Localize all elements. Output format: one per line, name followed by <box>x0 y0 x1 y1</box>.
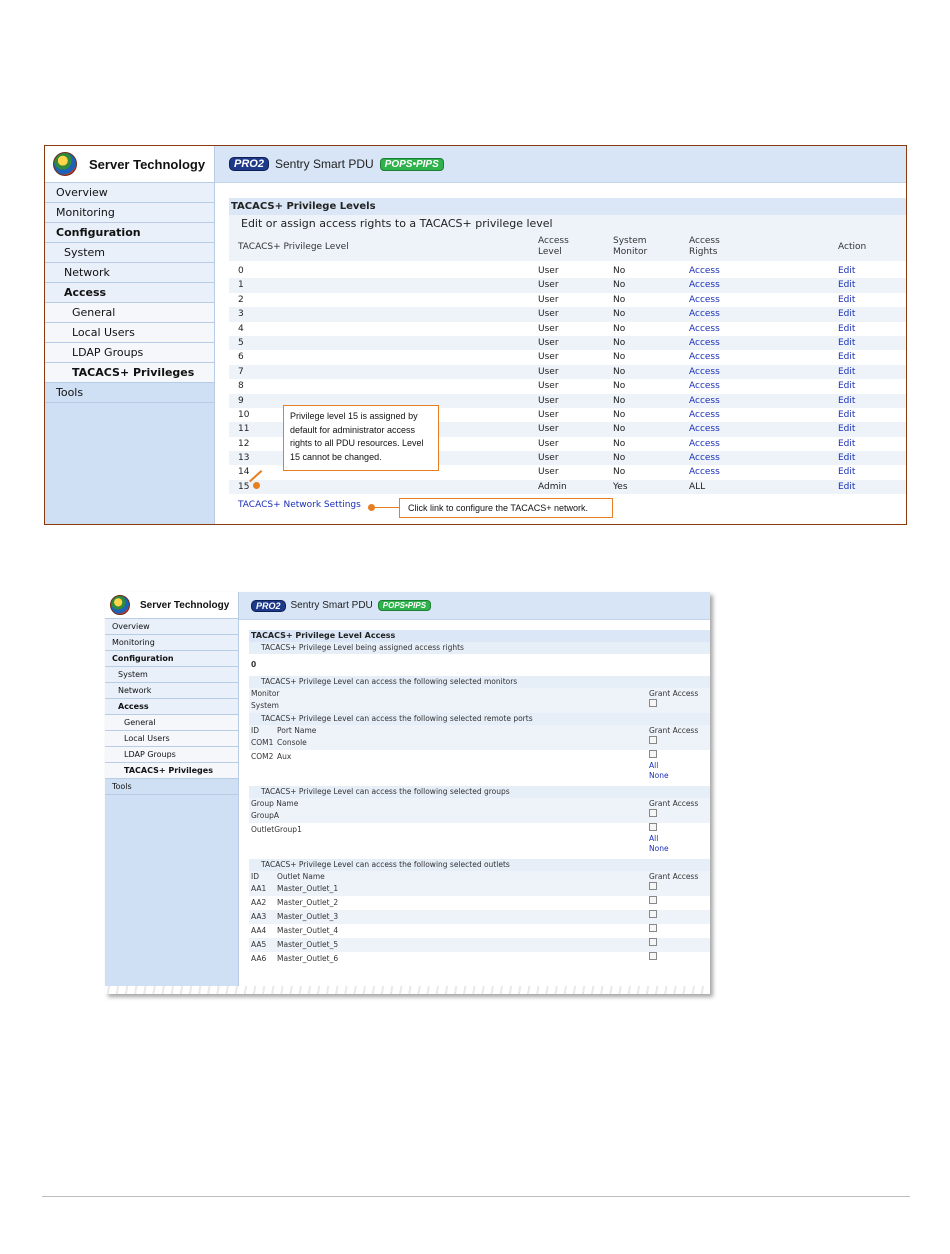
table-row <box>229 379 906 393</box>
cell-system-monitor: No <box>613 409 626 420</box>
col-system-monitor: System Monitor <box>613 236 648 257</box>
outlet-row <box>249 952 710 966</box>
monitors-title: TACACS+ Privilege Level can access the following selected monitors <box>249 676 710 688</box>
monitors-body <box>249 699 710 713</box>
cell-system-monitor: Yes <box>613 481 628 492</box>
cell-level: 0 <box>238 266 244 276</box>
groups-col-grant: Grant Access <box>649 799 699 808</box>
table-header <box>229 233 906 261</box>
col-access-rights: Access Rights <box>689 236 720 257</box>
section-title: TACACS+ Privilege Levels <box>229 198 906 215</box>
torn-edge <box>105 986 710 994</box>
ports-col-name: Port Name <box>277 726 317 735</box>
pro2-badge: PRO2 <box>251 600 286 612</box>
nav2-general[interactable]: General <box>105 715 238 731</box>
cell-system-monitor: No <box>613 352 626 363</box>
groups-body <box>249 809 710 837</box>
outlet-id: AA5 <box>251 940 267 949</box>
outlets-title: TACACS+ Privilege Level can access the following selected outlets <box>249 859 710 871</box>
nav-local-users[interactable]: Local Users <box>45 323 214 343</box>
monitors-header <box>249 688 710 699</box>
outlet-row <box>249 924 710 938</box>
groups-all-none <box>249 834 710 859</box>
groups-none-link[interactable]: None <box>649 844 669 853</box>
edit-link[interactable]: Edit <box>838 337 856 348</box>
outlet-id: AA3 <box>251 912 267 921</box>
cell-system-monitor: No <box>613 395 626 406</box>
monitor-grant-checkbox[interactable] <box>649 699 657 707</box>
cell-level: 8 <box>238 381 244 392</box>
nav-access[interactable]: Access <box>45 283 214 303</box>
cell-access-rights[interactable]: Access <box>689 424 720 435</box>
cell-access-level: User <box>538 438 559 449</box>
outlet-name: Master_Outlet_4 <box>277 926 339 935</box>
nav2-configuration[interactable]: Configuration <box>105 651 238 667</box>
cell-level: 9 <box>238 395 244 406</box>
main-content-2 <box>239 592 710 994</box>
outlet-grant-checkbox[interactable] <box>649 910 657 918</box>
header-bar <box>215 146 906 183</box>
cell-access-rights: ALL <box>689 481 706 492</box>
outlets-col-name: Outlet Name <box>277 872 325 881</box>
cell-access-level: User <box>538 453 559 464</box>
outlet-row <box>249 938 710 952</box>
cell-level: 12 <box>238 438 250 449</box>
port-name: Aux <box>277 752 292 761</box>
logo <box>45 146 214 183</box>
logo-2 <box>105 592 238 619</box>
nav2-system[interactable]: System <box>105 667 238 683</box>
nav-ldap-groups[interactable]: LDAP Groups <box>45 343 214 363</box>
groups-title: TACACS+ Privilege Level can access the following selected groups <box>249 786 710 798</box>
nav2-access[interactable]: Access <box>105 699 238 715</box>
cell-access-rights[interactable]: Access <box>689 467 720 478</box>
nav-overview[interactable]: Overview <box>45 183 214 203</box>
col-access-level: Access Level <box>538 236 569 257</box>
table-row <box>229 264 906 278</box>
access-section-title: TACACS+ Privilege Level Access <box>249 630 710 642</box>
nav2-local-users[interactable]: Local Users <box>105 731 238 747</box>
nav2-tacacs-privileges[interactable]: TACACS+ Privileges <box>105 763 238 779</box>
port-row <box>249 750 710 764</box>
edit-link[interactable]: Edit <box>838 366 856 377</box>
cell-system-monitor: No <box>613 438 626 449</box>
port-id: COM2 <box>251 752 274 761</box>
ports-header <box>249 725 710 736</box>
ports-all-link[interactable]: All <box>649 761 659 770</box>
cell-level: 15 <box>238 481 250 492</box>
edit-link[interactable]: Edit <box>838 453 856 464</box>
cell-system-monitor: No <box>613 381 626 392</box>
table-row <box>229 293 906 307</box>
edit-link[interactable]: Edit <box>838 481 856 492</box>
cell-access-rights[interactable]: Access <box>689 409 720 420</box>
group-grant-checkbox[interactable] <box>649 809 657 817</box>
product-name: Sentry Smart PDU <box>290 600 373 611</box>
ports-none-link[interactable]: None <box>649 771 669 780</box>
nav2-network[interactable]: Network <box>105 683 238 699</box>
cell-access-rights[interactable]: Access <box>689 381 720 392</box>
nav-tools[interactable]: Tools <box>45 383 214 403</box>
logo-text-2: Server Technology <box>140 599 230 611</box>
cell-level: 5 <box>238 337 244 348</box>
cell-level: 1 <box>238 280 244 291</box>
privilege-levels-screenshot <box>44 145 907 525</box>
privilege-access-screenshot <box>105 592 710 994</box>
port-name: Console <box>277 738 307 747</box>
cell-access-level: Admin <box>538 481 567 492</box>
header-bar-2 <box>239 592 710 620</box>
col-level: TACACS+ Privilege Level <box>238 242 349 252</box>
outlet-id: AA4 <box>251 926 267 935</box>
callout-marker-dot <box>253 482 260 489</box>
edit-link[interactable]: Edit <box>838 381 856 392</box>
globe-logo-icon <box>110 595 130 615</box>
cell-access-rights[interactable]: Access <box>689 438 720 449</box>
cell-system-monitor: No <box>613 366 626 377</box>
outlet-row <box>249 882 710 896</box>
cell-access-level: User <box>538 337 559 348</box>
sidebar-2 <box>105 592 239 994</box>
groups-col-name: Group Name <box>251 799 299 808</box>
outlet-name: Master_Outlet_2 <box>277 898 339 907</box>
outlet-name: Master_Outlet_3 <box>277 912 339 921</box>
ports-title: TACACS+ Privilege Level can access the following selected remote ports <box>249 713 710 725</box>
nav-system[interactable]: System <box>45 243 214 263</box>
groups-all-link[interactable]: All <box>649 834 659 843</box>
group-row <box>249 823 710 837</box>
edit-link[interactable]: Edit <box>838 266 856 276</box>
cell-access-level: User <box>538 323 559 334</box>
edit-link[interactable]: Edit <box>838 352 856 363</box>
group-name: GroupA <box>251 811 279 820</box>
table-row <box>229 322 906 336</box>
nav-tacacs-privileges[interactable]: TACACS+ Privileges <box>45 363 214 383</box>
groups-header <box>249 798 710 809</box>
cell-access-level: User <box>538 366 559 377</box>
cell-system-monitor: No <box>613 266 626 276</box>
nav2-tools[interactable]: Tools <box>105 779 238 795</box>
edit-link[interactable]: Edit <box>838 280 856 291</box>
edit-link[interactable]: Edit <box>838 323 856 334</box>
table-row <box>229 365 906 379</box>
cell-access-level: User <box>538 266 559 276</box>
cell-system-monitor: No <box>613 453 626 464</box>
outlet-row <box>249 910 710 924</box>
cell-system-monitor: No <box>613 294 626 305</box>
pops-pips-badge: POPS•PIPS <box>380 158 444 171</box>
edit-link[interactable]: Edit <box>838 395 856 406</box>
edit-link[interactable]: Edit <box>838 409 856 420</box>
being-assigned-label: TACACS+ Privilege Level being assigned access rights <box>249 642 710 654</box>
cell-level: 14 <box>238 467 250 478</box>
link-marker-dot <box>368 504 375 511</box>
cell-level: 3 <box>238 309 244 320</box>
edit-link[interactable]: Edit <box>838 309 856 320</box>
cell-level: 10 <box>238 409 250 420</box>
ports-body <box>249 736 710 764</box>
cell-access-level: User <box>538 280 559 291</box>
table-row <box>229 350 906 364</box>
outlet-name: Master_Outlet_1 <box>277 884 339 893</box>
ports-col-id: ID <box>251 726 259 735</box>
edit-link[interactable]: Edit <box>838 424 856 435</box>
level-value-row <box>249 654 710 676</box>
cell-access-level: User <box>538 409 559 420</box>
nav-monitoring[interactable]: Monitoring <box>45 203 214 223</box>
outlet-id: AA6 <box>251 954 267 963</box>
cell-system-monitor: No <box>613 424 626 435</box>
ports-all-none <box>249 761 710 786</box>
privilege-15-callout: Privilege level 15 is assigned by default for administrator access rights to all PDU resources. Level 15 cannot be changed. <box>283 405 439 471</box>
outlet-name: Master_Outlet_6 <box>277 954 339 963</box>
cell-level: 2 <box>238 294 244 305</box>
cell-access-level: User <box>538 467 559 478</box>
section-subtitle: Edit or assign access rights to a TACACS+ privilege level <box>229 215 906 233</box>
level-value: 0 <box>251 660 257 669</box>
cell-access-rights[interactable]: Access <box>689 309 720 320</box>
outlet-grant-checkbox[interactable] <box>649 938 657 946</box>
port-grant-checkbox[interactable] <box>649 750 657 758</box>
cell-access-level: User <box>538 352 559 363</box>
cell-system-monitor: No <box>613 309 626 320</box>
cell-access-level: User <box>538 424 559 435</box>
table-row <box>229 336 906 350</box>
pops-pips-badge: POPS•PIPS <box>378 600 431 611</box>
table-row <box>229 480 906 494</box>
edit-link[interactable]: Edit <box>838 438 856 449</box>
outlet-name: Master_Outlet_5 <box>277 940 339 949</box>
cell-system-monitor: No <box>613 280 626 291</box>
cell-level: 4 <box>238 323 244 334</box>
edit-link[interactable]: Edit <box>838 467 856 478</box>
cell-access-level: User <box>538 294 559 305</box>
port-row <box>249 736 710 750</box>
cell-level: 11 <box>238 424 250 435</box>
group-name: OutletGroup1 <box>251 825 302 834</box>
cell-access-rights[interactable]: Access <box>689 352 720 363</box>
product-name: Sentry Smart PDU <box>274 157 374 171</box>
page-footer-rule <box>42 1196 910 1197</box>
outlet-grant-checkbox[interactable] <box>649 882 657 890</box>
cell-access-rights[interactable]: Access <box>689 280 720 291</box>
pro2-badge: PRO2 <box>229 157 269 171</box>
cell-system-monitor: No <box>613 337 626 348</box>
group-grant-checkbox[interactable] <box>649 823 657 831</box>
cell-access-rights[interactable]: Access <box>689 337 720 348</box>
outlets-col-grant: Grant Access <box>649 872 699 881</box>
monitor-row <box>249 699 710 713</box>
ports-col-grant: Grant Access <box>649 726 699 735</box>
cell-access-rights[interactable]: Access <box>689 366 720 377</box>
cell-access-level: User <box>538 309 559 320</box>
cell-system-monitor: No <box>613 323 626 334</box>
outlet-grant-checkbox[interactable] <box>649 924 657 932</box>
outlet-row <box>249 896 710 910</box>
outlets-header <box>249 871 710 882</box>
outlets-body <box>249 882 710 966</box>
tacacs-network-settings-link[interactable]: TACACS+ Network Settings <box>238 500 361 510</box>
nav-general[interactable]: General <box>45 303 214 323</box>
globe-logo-icon <box>53 152 77 176</box>
cell-access-rights[interactable]: Access <box>689 395 720 406</box>
outlets-col-id: ID <box>251 872 259 881</box>
access-pane <box>249 630 710 966</box>
nav-configuration[interactable]: Configuration <box>45 223 214 243</box>
logo-text: Server Technology <box>89 156 206 172</box>
port-grant-checkbox[interactable] <box>649 736 657 744</box>
outlet-grant-checkbox[interactable] <box>649 952 657 960</box>
group-row <box>249 809 710 823</box>
edit-link[interactable]: Edit <box>838 294 856 305</box>
cell-access-rights[interactable]: Access <box>689 266 720 276</box>
sidebar <box>45 146 215 524</box>
outlet-id: AA2 <box>251 898 267 907</box>
monitors-col-name: Monitor <box>251 689 280 698</box>
nav2-monitoring[interactable]: Monitoring <box>105 635 238 651</box>
network-link-callout: Click link to configure the TACACS+ network. <box>399 498 613 518</box>
nav-network[interactable]: Network <box>45 263 214 283</box>
cell-access-rights[interactable]: Access <box>689 453 720 464</box>
table-row <box>229 278 906 292</box>
link-connector-line <box>373 507 399 508</box>
nav2-ldap-groups[interactable]: LDAP Groups <box>105 747 238 763</box>
port-id: COM1 <box>251 738 274 747</box>
outlet-id: AA1 <box>251 884 267 893</box>
cell-access-level: User <box>538 395 559 406</box>
cell-level: 7 <box>238 366 244 377</box>
monitor-name: System <box>251 701 279 710</box>
col-action: Action <box>838 242 867 252</box>
cell-access-rights[interactable]: Access <box>689 294 720 305</box>
monitors-col-grant: Grant Access <box>649 689 699 698</box>
cell-level: 13 <box>238 453 250 464</box>
table-row <box>229 307 906 321</box>
cell-access-rights[interactable]: Access <box>689 323 720 334</box>
cell-system-monitor: No <box>613 467 626 478</box>
cell-level: 6 <box>238 352 244 363</box>
cell-access-level: User <box>538 381 559 392</box>
nav2-overview[interactable]: Overview <box>105 619 238 635</box>
outlet-grant-checkbox[interactable] <box>649 896 657 904</box>
